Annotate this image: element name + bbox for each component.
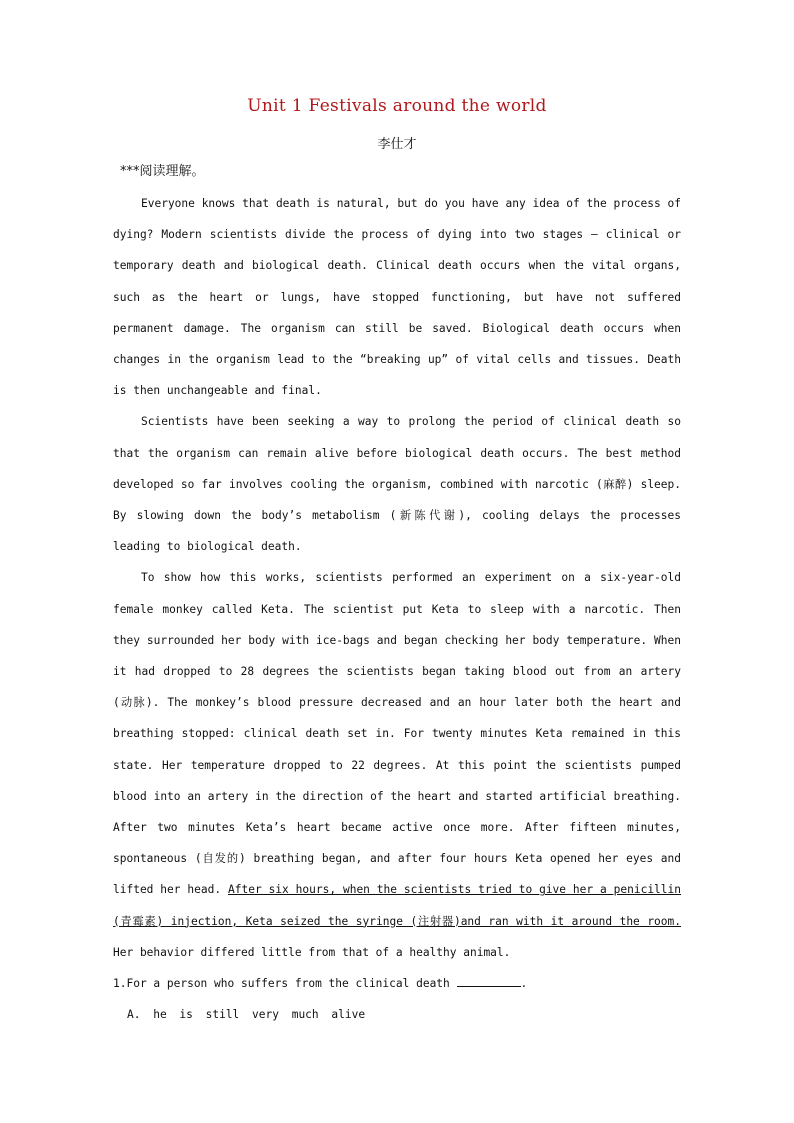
question-1	[113, 968, 681, 1030]
passage-paragraph-1: Everyone knows that death is natural, but do you have any idea of the process of dying? Modern scientists divide the process of dying into two stages — clinical or temporary death and biological death. Clinical death occurs when the vital organs, such as the heart or lungs, have stopped functioning, but have not suffered permanent damage. The organism can still be saved. Biological death occurs when changes in the organism lead to the “breaking up” of vital cells and tissues. Death is then unchangeable and final.	[113, 197, 681, 398]
author-name: 李仕才	[377, 137, 417, 152]
paragraph-3-text: To show how this works, scientists performed an experiment on a six-year-old female monkey called Keta. The scientist put Keta to sleep with a narcotic. Then they surrounded her body with ice-bags and began checking her body temperature. When it had dropped to 28 degrees the scientists began taking blood out from an artery (动脉). The monkey’s blood pressure decreased and an hour later both the heart and breathing stopped: clinical death set in. For twenty minutes Keta remained in this state. Her temperature dropped to 22 degrees. At this point the scientists pumped blood into an artery in the direction of the heart and started artificial breathing. After two minutes Keta’s heart became active once more. After fifteen minutes, spontaneous (自发的) breathing began, and after four hours Keta opened her eyes and lifted her head.	[113, 571, 681, 897]
question-stem: 1.For a person who suffers from the clinical death	[113, 977, 450, 990]
question-stem-line	[113, 968, 681, 999]
passage-paragraph-3	[113, 562, 681, 968]
passage-paragraph-2: Scientists have been seeking a way to prolong the period of clinical death so that the organism can remain alive before biological death occurs. The best method developed so far involves cooling the organism, combined with narcotic (麻醉) sleep. By slowing down the body’s metabolism (新陈代谢), cooling delays the processes leading to biological death.	[113, 415, 681, 554]
unit-title: Unit 1 Festivals around the world	[247, 96, 547, 116]
reading-passage	[113, 188, 681, 968]
section-label: ***阅读理解。	[120, 164, 205, 179]
answer-blank[interactable]	[457, 974, 521, 987]
underlined-sentence: After six hours, when the scientists tried to give her a penicillin (青霉素) injection, Keta seized the syringe (注射器)and ran with it around the room.	[113, 883, 681, 928]
paragraph-3-end: Her behavior differed little from that of a healthy animal.	[113, 945, 511, 959]
option-a[interactable]: A. he is still very much alive	[127, 1008, 366, 1022]
question-stem-end: .	[520, 977, 528, 990]
